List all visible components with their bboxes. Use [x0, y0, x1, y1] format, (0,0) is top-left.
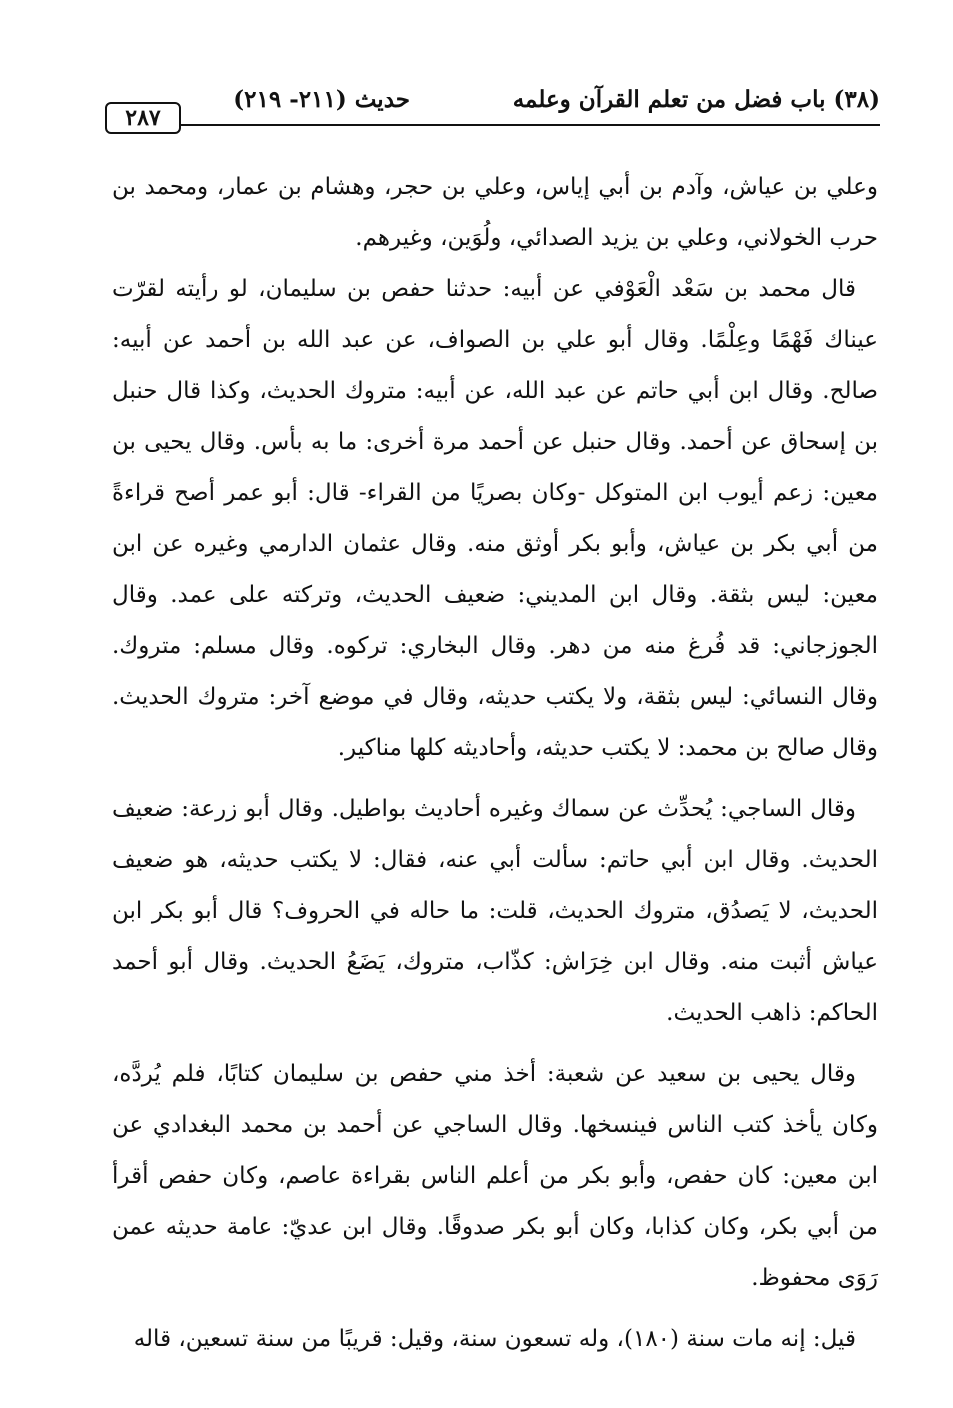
hadith-range: حديث (٢١١- ٢١٩)	[233, 86, 410, 113]
paragraph-gradings: قال محمد بن سَعْد الْعَوْفي عن أبيه: حدثنا حفص بن سليمان، لو رأيته لقرّت عيناك فَهْمًا وعِلْمًا. وقال أبو علي بن الصواف، عن عبد الله بن أحمد عن أبيه: صالح. وقال ابن أبي حاتم عن عبد الله، عن أبيه: متروك الحديث، وكذا قال حنبل بن إسحاق عن أحمد. وقال حنبل عن أحمد مرة أخرى: ما به بأس. وقال يحيى بن معين: زعم أيوب ابن المتوكل -وكان بصريًا من القراء- قال: أبو عمر أصح قراءةً من أبي بكر بن عياش، وأبو بكر أوثق منه. وقال عثمان الدارمي وغيره عن ابن معين: ليس بثقة. وقال ابن المديني: ضعيف الحديث، وتركته على عمد. وقال الجوزجاني: قد فُرغ منه من دهر. وقال البخاري: تركوه. وقال مسلم: متروك. وقال النسائي: ليس بثقة، ولا يكتب حديثه، وقال في موضع آخر: متروك الحديث. وقال صالح بن محمد: لا يكتب حديثه، وأحاديثه كلها مناكير.	[112, 276, 878, 761]
page-number: ٢٨٧	[105, 102, 181, 134]
paragraph-death: قيل: إنه مات سنة (١٨٠)، وله تسعون سنة، وقيل: قريبًا من سنة تسعين، قاله	[133, 1326, 856, 1352]
paragraph-shuba: وقال يحيى بن سعيد عن شعبة: أخذ مني حفص بن سليمان كتابًا، فلم يُردَّه، وكان يأخذ كتب الناس فينسخها. وقال الساجي عن أحمد بن محمد البغدادي عن ابن معين: كان حفص، وأبو بكر من أعلم الناس بقراءة عاصم، وكان حفص أقرأ من أبي بكر، وكان كذابا، وكان أبو بكر صدوقًا. وقال ابن عديّ: عامة حديثه عمن رَوَى محفوظ.	[112, 1061, 878, 1291]
chapter-title: (٣٨) باب فضل من تعلم القرآن وعلمه	[512, 86, 880, 113]
paragraph-saji: وقال الساجي: يُحدِّث عن سماك وغيره أحاديث بواطيل. وقال أبو زرعة: ضعيف الحديث. وقال ابن أبي حاتم: سألت أبي عنه، فقال: لا يكتب حديثه، هو ضعيف الحديث، لا يَصدُق، متروك الحديث، قلت: ما حاله في الحروف؟ قال أبو بكر ابن عياش أثبت منه. وقال ابن خِرَاش: كذّاب، متروك، يَضَعُ الحديث. وقال أبو أحمد الحاكم: ذاهب الحديث.	[112, 796, 878, 1026]
paragraph-narrators: وعلي بن عياش، وآدم بن أبي إياس، وعلي بن حجر، وهشام بن عمار، ومحمد بن حرب الخولاني، وعلي بن يزيد الصدائي، ولُوَين، وغيرهم.	[112, 174, 878, 251]
page-body	[112, 162, 878, 1365]
page-header	[105, 86, 880, 138]
header-rule	[175, 124, 880, 126]
